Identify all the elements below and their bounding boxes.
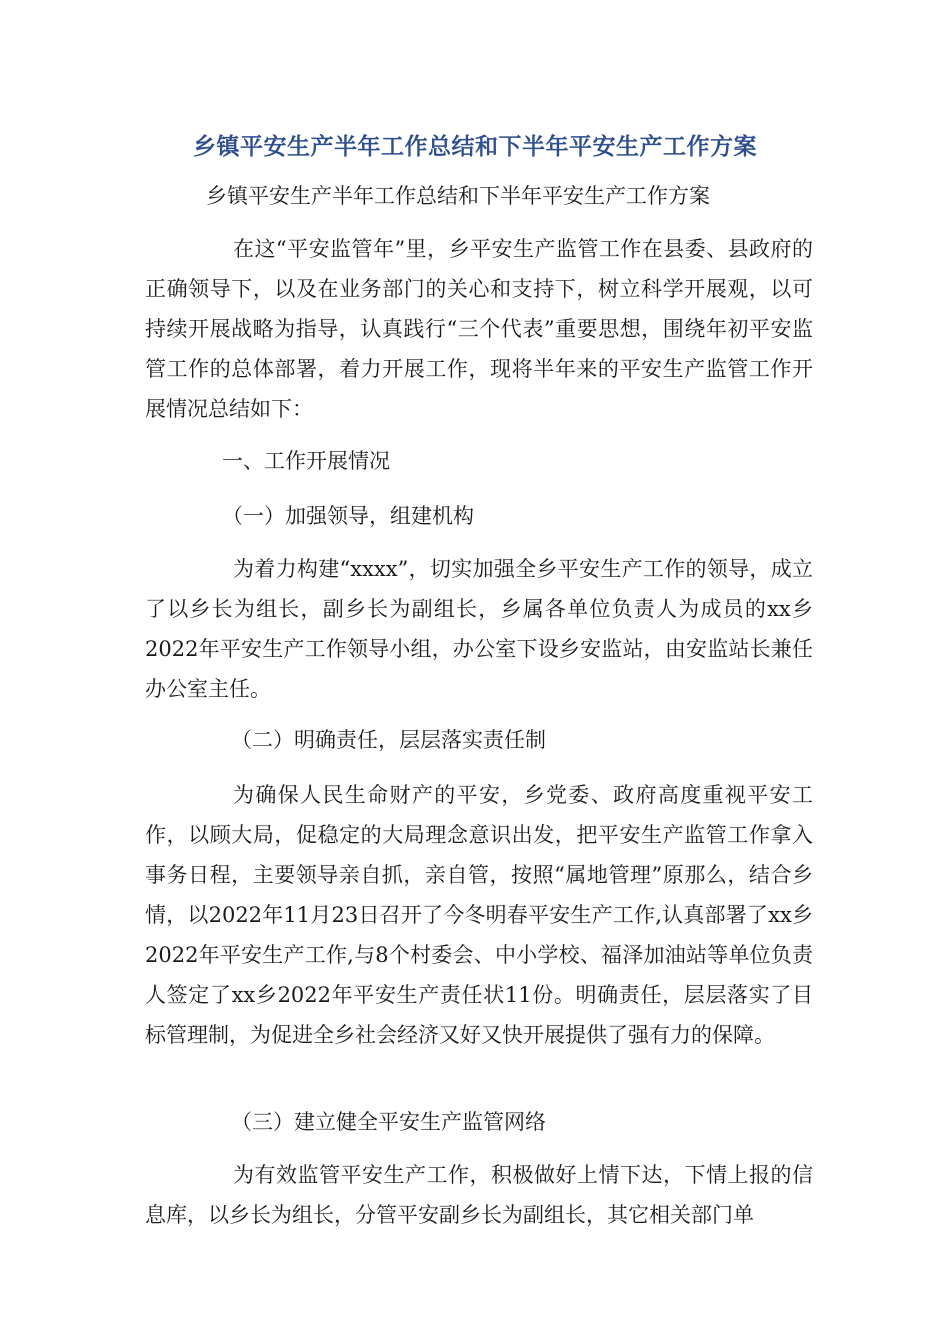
- document-title: 乡镇平安生产半年工作总结和下半年平安生产工作方案: [193, 134, 757, 160]
- section-heading-1: 一、工作开展情况: [222, 449, 390, 473]
- subsection-heading-1: （一）加强领导，组建机构: [222, 504, 474, 528]
- intro-paragraph: 在这“平安监管年”里，乡平安生产监管工作在县委、县政府的正确领导下，以及在业务部门的关心和支持下，树立科学开展观，以可持续开展战略为指导，认真践行“三个代表”重要思想，围绕年初平安监管工作的总体部署，着力开展工作，现将半年来的平安生产监管工作开展情况总结如下：: [145, 237, 813, 421]
- subsection-paragraph-2: 为确保人民生命财产的平安，乡党委、政府高度重视平安工作，以顾大局，促稳定的大局理念意识出发，把平安生产监管工作拿入事务日程，主要领导亲自抓，亲自管，按照“属地管理”原那么，结合乡情，以2022年11月23日召开了今冬明春平安生产工作,认真部署了xx乡2022年平安生产工作,与8个村委会、中小学校、福泽加油站等单位负责人签定了xx乡2022年平安生产责任状11份。明确责任，层层落实了目标管理制，为促进全乡社会经济又好又快开展提供了强有力的保障。: [145, 783, 813, 1047]
- document-subtitle: 乡镇平安生产半年工作总结和下半年平安生产工作方案: [206, 184, 710, 208]
- subsection-paragraph-1: 为着力构建“xxxx”，切实加强全乡平安生产工作的领导，成立了以乡长为组长，副乡长为副组长，乡属各单位负责人为成员的xx乡2022年平安生产工作领导小组，办公室下设乡安监站，由安监站长兼任办公室主任。: [145, 557, 813, 701]
- subsection-heading-2: （二）明确责任，层层落实责任制: [231, 728, 546, 752]
- subsection-paragraph-3: 为有效监管平安生产工作，积极做好上情下达，下情上报的信息库，以乡长为组长，分管平安副乡长为副组长，其它相关部门单: [145, 1163, 813, 1227]
- subsection-heading-3: （三）建立健全平安生产监管网络: [231, 1110, 546, 1134]
